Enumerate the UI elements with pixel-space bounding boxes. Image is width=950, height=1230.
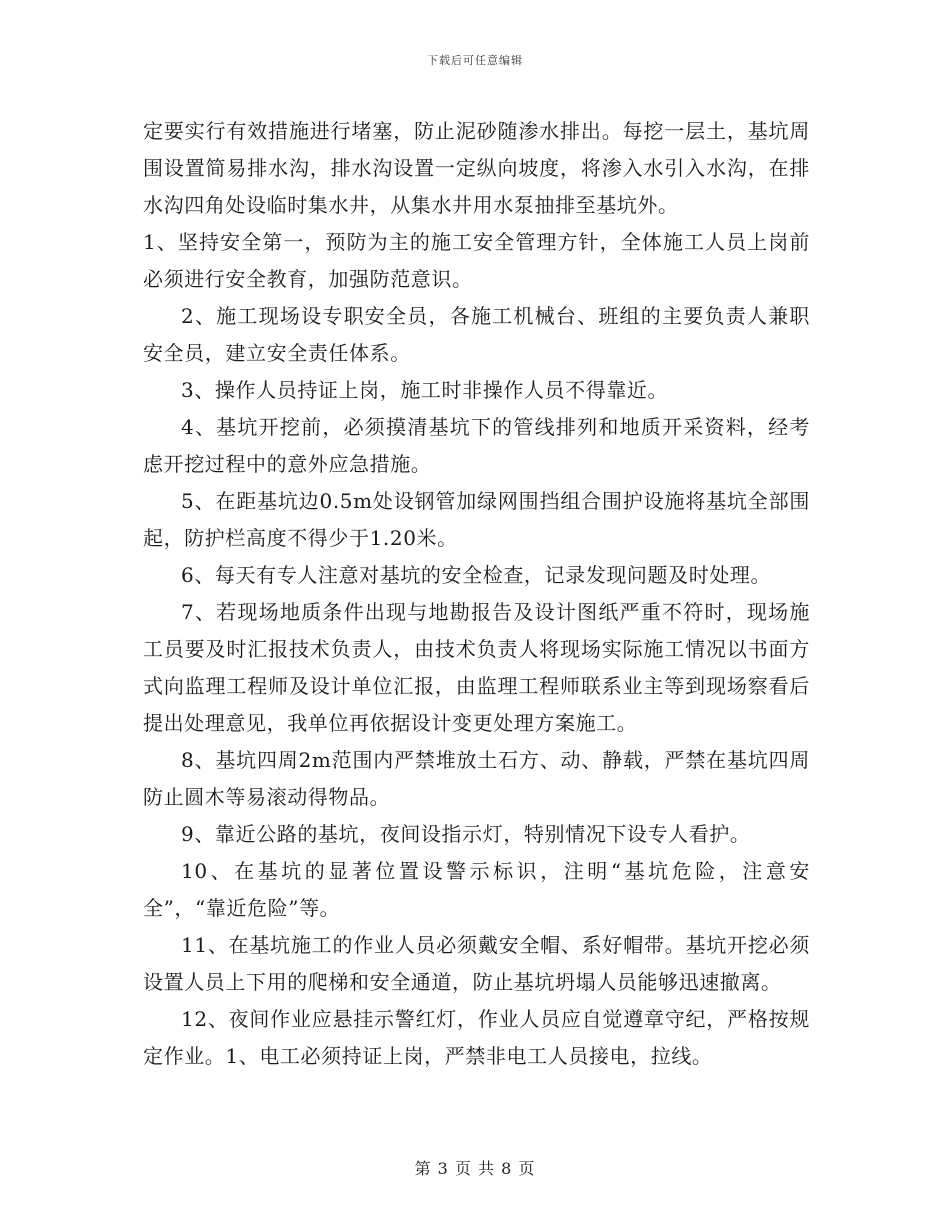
- list-item: 1、坚持安全第一，预防为主的施工安全管理方针，全体施工人员上岗前必须进行安全教育，加强防范意识。: [143, 230, 810, 291]
- list-item: 6、每天有专人注意对基坑的安全检查，记录发现问题及时处理。: [181, 563, 772, 587]
- list-item: 4、基坑开挖前，必须摸清基坑下的管线排列和地质开采资料，经考虑开挖过程中的意外应急措施。: [143, 415, 810, 476]
- page-number: 第 3 页 共 8 页: [414, 1159, 536, 1178]
- paragraph: 定要实行有效措施进行堵塞，防止泥砂随渗水排出。每挖一层土，基坑周围设置简易排水沟，排水沟设置一定纵向坡度，将渗入水引入水沟，在排水沟四角处设临时集水井，从集水井用水泵抽排至基坑外。: [143, 119, 810, 217]
- list-item: 12、夜间作业应悬挂示警红灯，作业人员应自觉遵章守纪，严格按规定作业。1、电工必须持证上岗，严禁非电工人员接电，拉线。: [143, 1007, 810, 1068]
- document-body: [143, 113, 810, 1075]
- page-header: 下载后可任意编辑: [427, 54, 523, 67]
- list-item: 7、若现场地质条件出现与地勘报告及设计图纸严重不符时，现场施工员要及时汇报技术负责人，由技术负责人将现场实际施工情况以书面方式向监理工程师及设计单位汇报，由监理工程师联系业主等到现场察看后提出处理意见，我单位再依据设计变更处理方案施工。: [143, 600, 810, 735]
- list-item: 3、操作人员持证上岗，施工时非操作人员不得靠近。: [181, 378, 669, 402]
- list-item: 11、在基坑施工的作业人员必须戴安全帽、系好帽带。基坑开挖必须设置人员上下用的爬梯和安全通道，防止基坑坍塌人员能够迅速撤离。: [143, 933, 810, 994]
- list-item: 10、在基坑的显著位置设警示标识，注明“基坑危险，注意安全”，“靠近危险”等。: [143, 859, 810, 920]
- list-item: 8、基坑四周2m范围内严禁堆放土石方、动、静载，严禁在基坑四周防止圆木等易滚动得物品。: [143, 748, 810, 809]
- list-item: 5、在距基坑边0.5m处设钢管加绿网围挡组合围护设施将基坑全部围起，防护栏高度不得少于1.20米。: [143, 489, 810, 550]
- list-item: 2、施工现场设专职安全员，各施工机械台、班组的主要负责人兼职安全员，建立安全责任体系。: [143, 304, 810, 365]
- list-item: 9、靠近公路的基坑，夜间设指示灯，特别情况下设专人看护。: [181, 822, 751, 846]
